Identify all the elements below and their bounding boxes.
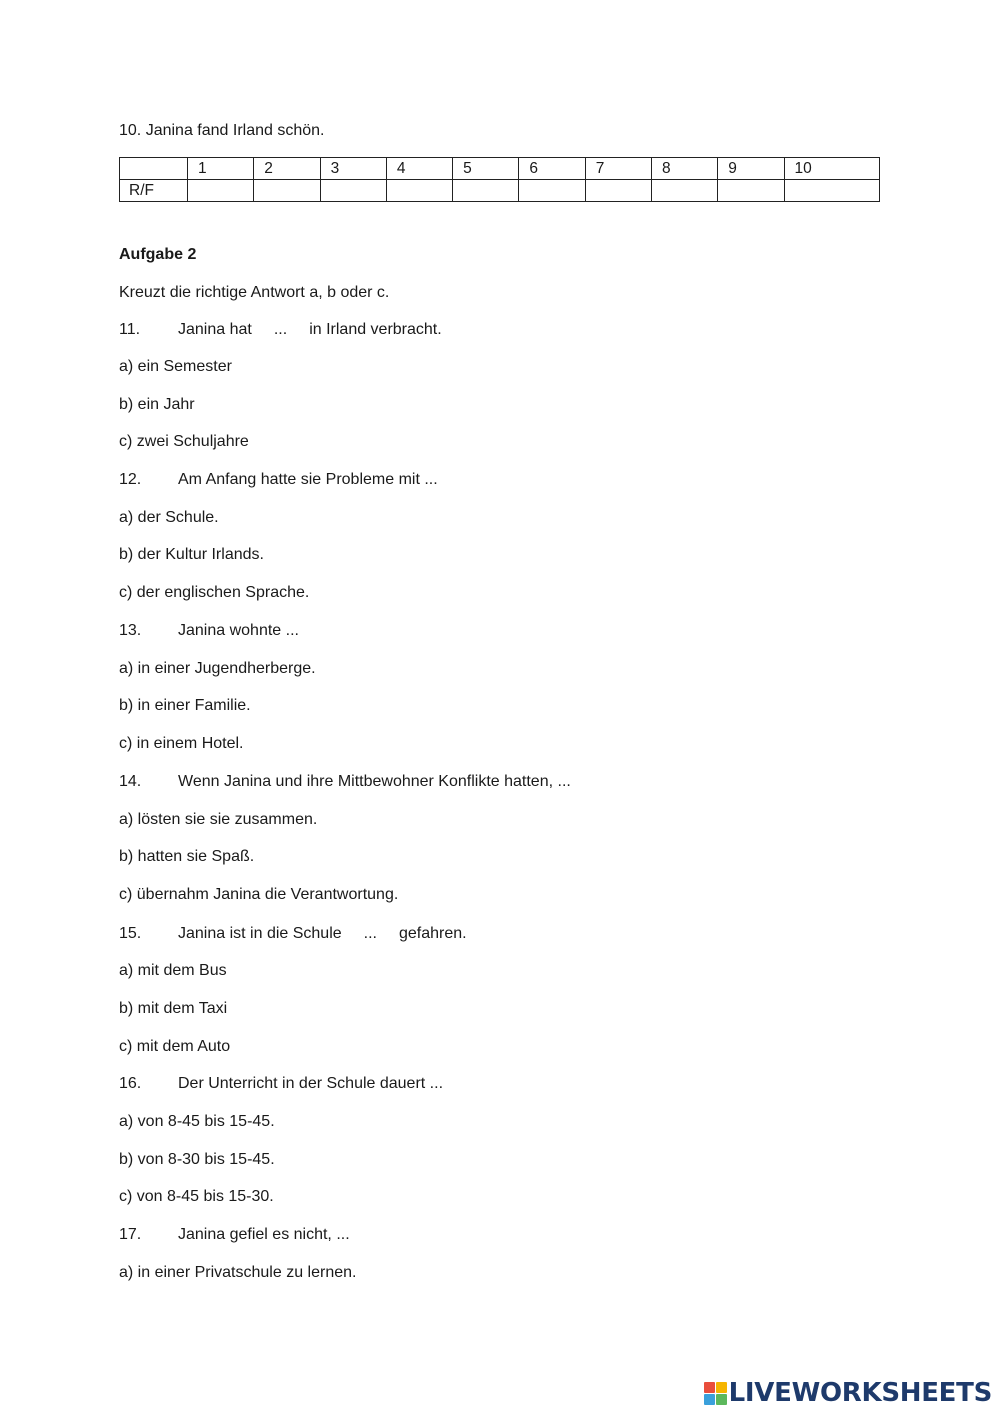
answer-cell-4[interactable] <box>386 180 452 202</box>
table-header-cell: 5 <box>453 158 519 180</box>
option-16c[interactable]: c) von 8-45 bis 15-30. <box>119 1188 274 1205</box>
option-16b[interactable]: b) von 8-30 bis 15-45. <box>119 1151 275 1168</box>
option-12a[interactable]: a) der Schule. <box>119 509 219 526</box>
answer-cell-6[interactable] <box>519 180 585 202</box>
table-header-cell <box>120 158 188 180</box>
table-header-cell: 2 <box>254 158 320 180</box>
question-text: Janina ist in die Schule <box>178 925 342 942</box>
question-number: 14. <box>119 773 142 790</box>
table-header-cell: 4 <box>386 158 452 180</box>
table-header-cell: 3 <box>320 158 386 180</box>
logo-square <box>716 1394 727 1405</box>
answer-cell-2[interactable] <box>254 180 320 202</box>
logo-square <box>704 1382 715 1393</box>
section-instruction: Kreuzt die richtige Antwort a, b oder c. <box>119 284 390 301</box>
answer-cell-5[interactable] <box>453 180 519 202</box>
logo-square <box>716 1382 727 1393</box>
statement-10: 10. Janina fand Irland schön. <box>119 122 325 139</box>
answer-cell-10[interactable] <box>784 180 879 202</box>
option-13c[interactable]: c) in einem Hotel. <box>119 735 244 752</box>
liveworksheets-logo <box>704 1378 992 1408</box>
option-15b[interactable]: b) mit dem Taxi <box>119 1000 228 1017</box>
table-header-cell: 9 <box>718 158 784 180</box>
option-11a[interactable]: a) ein Semester <box>119 358 232 375</box>
question-15 <box>119 924 467 944</box>
question-number: 11. <box>119 321 141 338</box>
answer-cell-3[interactable] <box>320 180 386 202</box>
option-13a[interactable]: a) in einer Jugendherberge. <box>119 660 316 677</box>
question-number: 13. <box>119 622 142 639</box>
option-15c[interactable]: c) mit dem Auto <box>119 1038 231 1055</box>
answer-cell-1[interactable] <box>188 180 254 202</box>
question-text: in Irland verbracht. <box>309 321 442 338</box>
question-text: Janina gefiel es nicht, ... <box>178 1226 350 1243</box>
question-13 <box>119 621 299 641</box>
table-header-cell: 8 <box>651 158 717 180</box>
logo-text: LIVEWORKSHEETS <box>728 1378 992 1408</box>
question-text: Am Anfang hatte sie Probleme mit ... <box>178 471 438 488</box>
question-11 <box>119 320 442 340</box>
option-14a[interactable]: a) lösten sie sie zusammen. <box>119 811 318 828</box>
option-12c[interactable]: c) der englischen Sprache. <box>119 584 310 601</box>
true-false-table <box>119 157 880 202</box>
table-answer-row <box>120 180 880 202</box>
option-11b[interactable]: b) ein Jahr <box>119 396 195 413</box>
option-14b[interactable]: b) hatten sie Spaß. <box>119 848 255 865</box>
table-header-cell: 10 <box>784 158 879 180</box>
table-header-row <box>120 158 880 180</box>
question-12 <box>119 470 438 490</box>
answer-cell-7[interactable] <box>585 180 651 202</box>
logo-square <box>704 1394 715 1405</box>
option-15a[interactable]: a) mit dem Bus <box>119 962 227 979</box>
question-17 <box>119 1225 350 1245</box>
option-14c[interactable]: c) übernahm Janina die Verantwortung. <box>119 886 399 903</box>
option-12b[interactable]: b) der Kultur Irlands. <box>119 546 264 563</box>
question-14 <box>119 772 571 792</box>
question-number: 15. <box>119 925 142 942</box>
answer-cell-9[interactable] <box>718 180 784 202</box>
question-number: 12. <box>119 471 142 488</box>
table-header-cell: 7 <box>585 158 651 180</box>
table-header-cell: 1 <box>188 158 254 180</box>
question-16 <box>119 1074 443 1094</box>
question-text: gefahren. <box>399 925 467 942</box>
question-number: 16. <box>119 1075 142 1092</box>
question-text: Wenn Janina und ihre Mittbewohner Konflikte hatten, ... <box>178 773 571 790</box>
table-header-cell: 6 <box>519 158 585 180</box>
question-blank: ... <box>273 321 288 338</box>
option-16a[interactable]: a) von 8-45 bis 15-45. <box>119 1113 275 1130</box>
row-label-rf: R/F <box>120 180 188 202</box>
question-text: Janina hat <box>178 321 252 338</box>
option-17a[interactable]: a) in einer Privatschule zu lernen. <box>119 1264 357 1281</box>
logo-mark-icon <box>704 1382 727 1405</box>
answer-cell-8[interactable] <box>651 180 717 202</box>
option-13b[interactable]: b) in einer Familie. <box>119 697 251 714</box>
question-number: 17. <box>119 1226 142 1243</box>
question-text: Der Unterricht in der Schule dauert ... <box>178 1075 444 1092</box>
question-blank: ... <box>363 925 377 942</box>
question-text: Janina wohnte ... <box>178 622 299 639</box>
section-title: Aufgabe 2 <box>119 246 197 263</box>
option-11c[interactable]: c) zwei Schuljahre <box>119 433 249 450</box>
